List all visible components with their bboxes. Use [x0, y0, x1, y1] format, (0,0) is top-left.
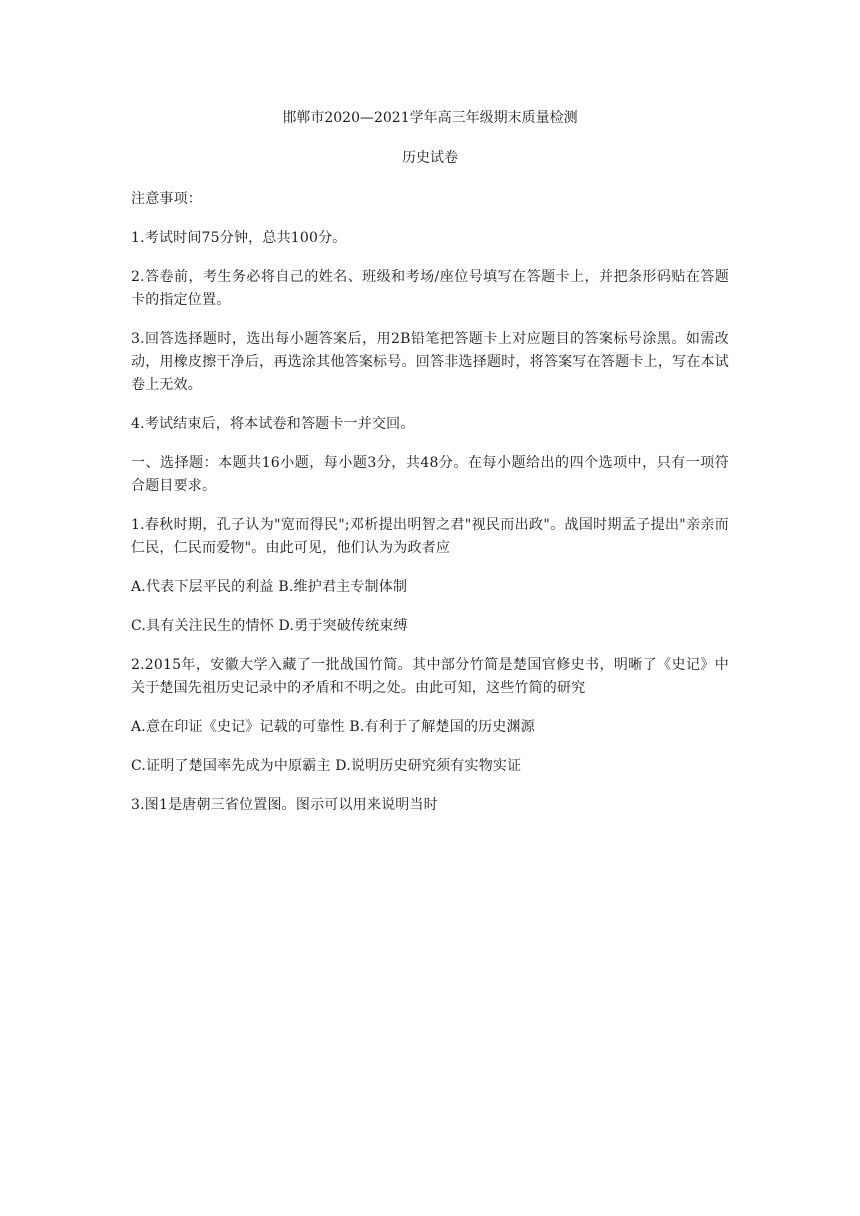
notice-heading: 注意事项：: [131, 191, 202, 207]
question-1-stem: 1.春秋时期，孔子认为"宽而得民";邓析提出明智之君"视民而出政"。战国时期孟子提出"亲亲而仁民，仁民而爱物"。由此可见，他们认为为政者应: [131, 517, 729, 556]
notice-item-1: 1.考试时间75分钟，总共100分。: [131, 230, 347, 246]
question-2-options-ab: A.意在印证《史记》记载的可靠性 B.有利于了解楚国的历史渊源: [131, 719, 535, 735]
question-2-options-cd: C.证明了楚国率先成为中原霸主 D.说明历史研究须有实物实证: [131, 758, 522, 774]
notice-item-3: 3.回答选择题时，选出每小题答案后，用2B铅笔把答题卡上对应题目的答案标号涂黑。如需改动，用橡皮擦干净后，再选涂其他答案标号。回答非选择题时，将答案写在答题卡上，写在本试卷上无效。: [131, 331, 729, 393]
question-1-options-ab: A.代表下层平民的利益 B.维护君主专制体制: [131, 579, 408, 595]
question-2-stem: 2.2015年，安徽大学入藏了一批战国竹简。其中部分竹简是楚国官修史书，明晰了《史记》中关于楚国先祖历史记录中的矛盾和不明之处。由此可知，这些竹简的研究: [131, 657, 729, 696]
exam-subtitle: 历史试卷: [402, 150, 458, 166]
notice-item-2: 2.答卷前，考生务必将自己的姓名、班级和考场/座位号填写在答题卡上，并把条形码贴在答题卡的指定位置。: [131, 269, 729, 308]
question-3-stem: 3.图1是唐朝三省位置图。图示可以用来说明当时: [131, 797, 438, 813]
notice-item-4: 4.考试结束后，将本试卷和答题卡一并交回。: [131, 416, 415, 432]
exam-title: 邯郸市2020—2021学年高三年级期末质量检测: [282, 110, 578, 126]
section-intro: 一、选择题：本题共16小题，每小题3分，共48分。在每小题给出的四个选项中，只有一项符合题目要求。: [131, 455, 729, 494]
question-1-options-cd: C.具有关注民生的情怀 D.勇于突破传统束缚: [131, 618, 408, 634]
